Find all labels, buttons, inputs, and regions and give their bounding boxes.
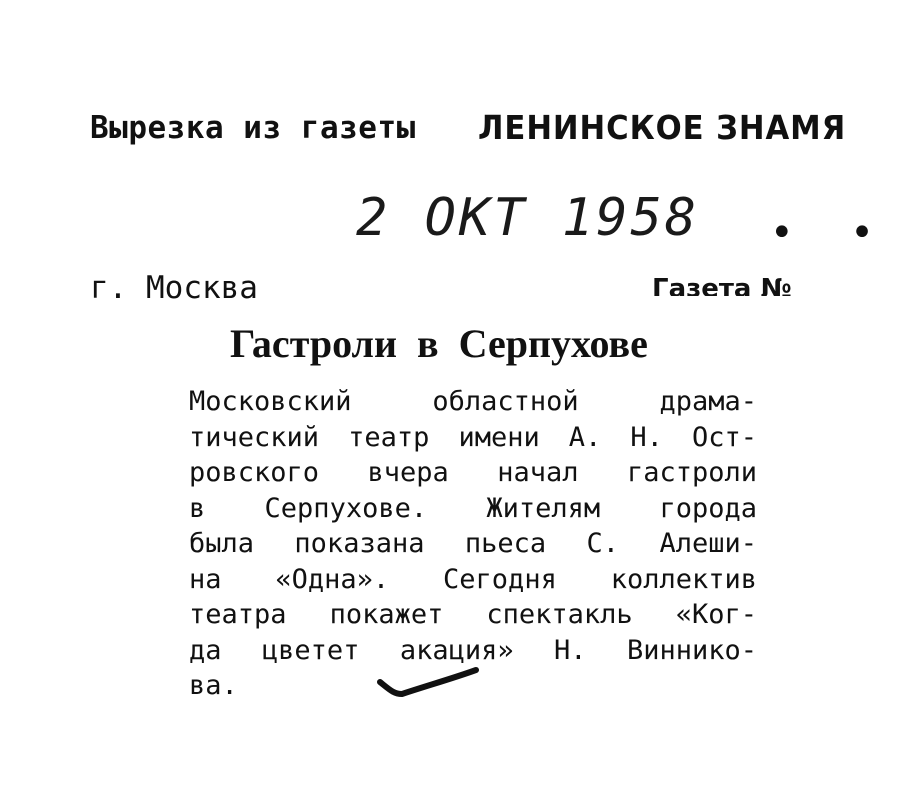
article-title: Гастроли в Серпухове bbox=[230, 321, 648, 366]
gazeta-number-label: Газета № bbox=[652, 274, 792, 296]
date-stamp: 2 ОКТ 1958 bbox=[356, 188, 700, 248]
city-label: г. Москва bbox=[90, 270, 258, 306]
article-line: в Серпухове. Жителям города bbox=[189, 492, 757, 524]
article-line: на «Одна». Сегодня коллектив bbox=[189, 563, 757, 595]
article-line: ровского вчера начал гастроли bbox=[189, 457, 757, 488]
article-line: Московский областной драма- bbox=[189, 386, 757, 417]
pen-checkmark-icon bbox=[376, 660, 486, 700]
article-line: ва. bbox=[189, 670, 238, 701]
article-line: да цветет акация» Н. Виннико- bbox=[189, 634, 757, 666]
article-line: театра покажет спектакль «Ког- bbox=[189, 599, 757, 630]
clipping-source-label: Вырезка из газеты bbox=[90, 110, 416, 146]
stamp-dots: • • bbox=[770, 210, 896, 256]
article-line: была показана пьеса С. Алеши- bbox=[189, 528, 757, 559]
newspaper-name: ЛЕНИНСКОЕ ЗНАМЯ bbox=[478, 108, 847, 147]
article-line: тический театр имени А. Н. Ост- bbox=[189, 421, 757, 453]
article-body bbox=[189, 384, 757, 704]
